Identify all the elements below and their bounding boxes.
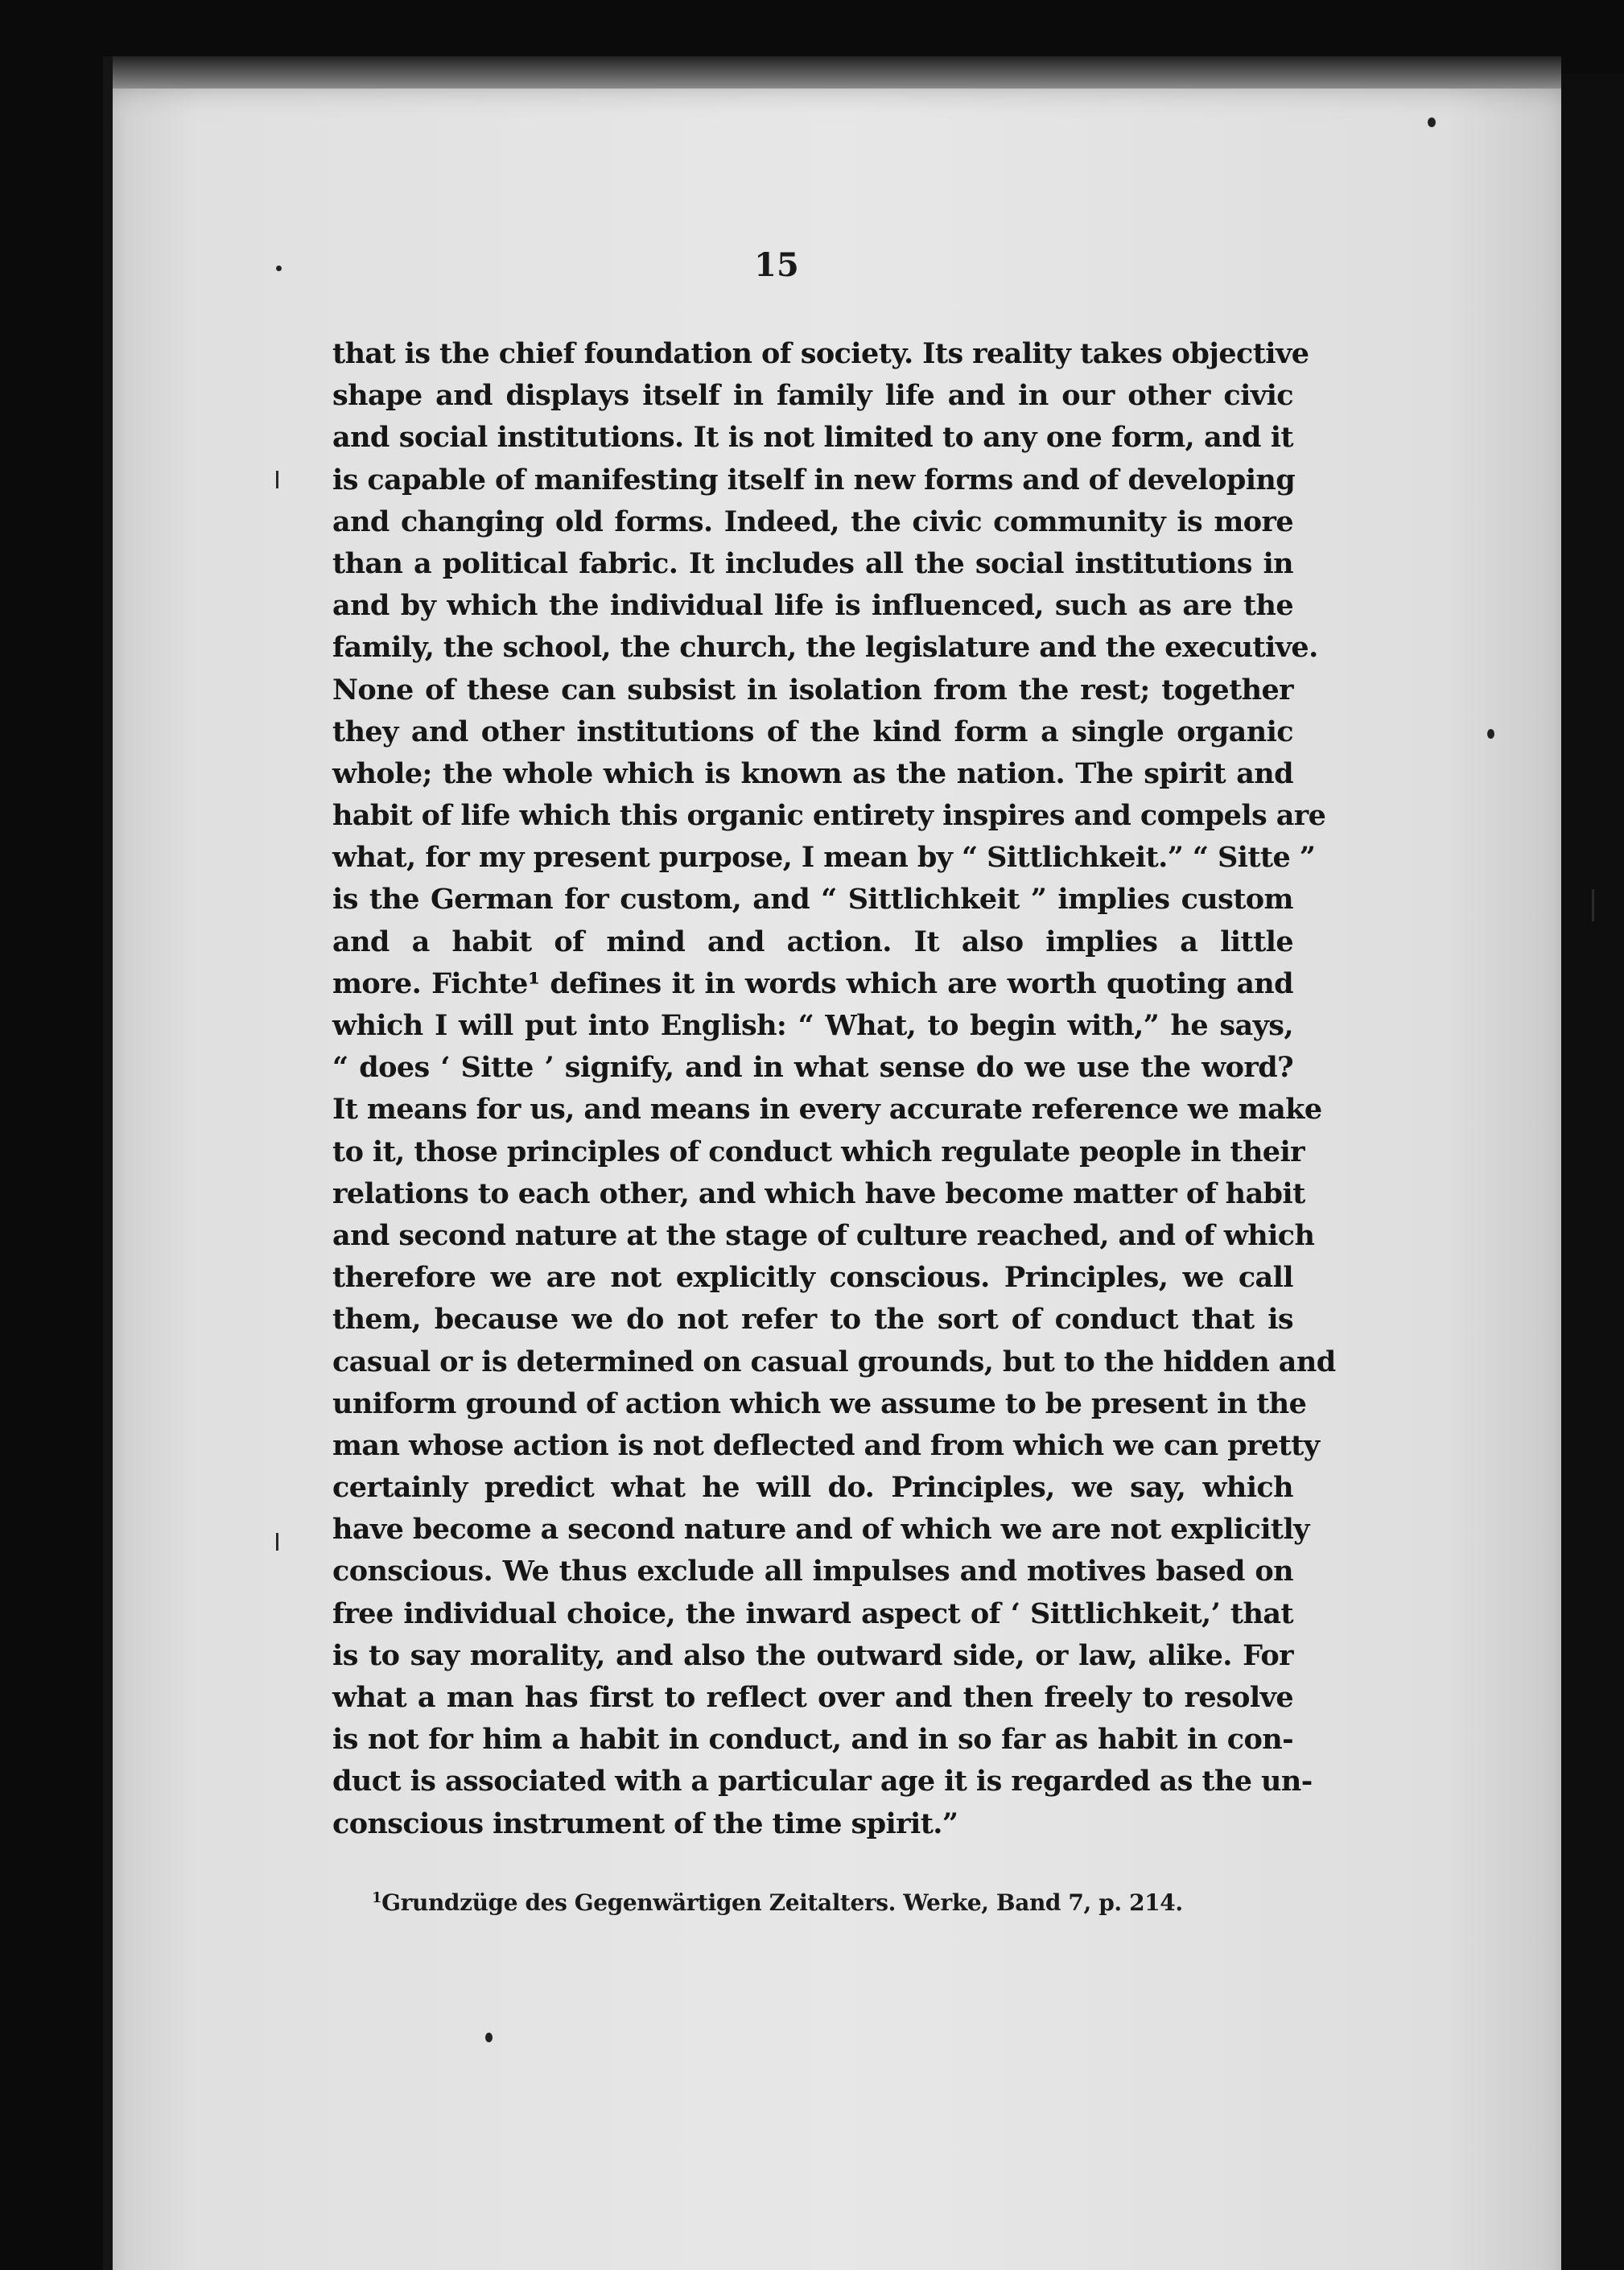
text-line: “ does ‘ Sitte ’ signify, and in what sense do we use the word? <box>332 1051 1293 1085</box>
footnote-marker: 1 <box>372 1889 382 1906</box>
text-line: them, because we do not refer to the sort of conduct that is <box>332 1303 1293 1337</box>
text-line: and second nature at the stage of culture reached, and of which <box>332 1218 1315 1252</box>
text-line: that is the chief foundation of society. Its reality takes objective <box>332 337 1309 370</box>
text-line: duct is associated with a particular age it is regarded as the un- <box>332 1765 1313 1798</box>
text-line: what a man has first to reflect over and then freely to resolve <box>332 1681 1293 1714</box>
page-top-shadow <box>113 56 1561 89</box>
text-line: whole; the whole which is known as the nation. The spirit and <box>332 756 1293 790</box>
text-line: uniform ground of action which we assume to be present in the <box>332 1386 1307 1420</box>
dust-speck <box>1428 117 1436 127</box>
text-line: conscious instrument of the time spirit.” <box>332 1807 958 1840</box>
text-line: and a habit of mind and action. It also implies a little <box>332 925 1293 958</box>
dust-speck <box>485 2033 493 2042</box>
text-line: casual or is determined on casual grounds, but to the hidden and <box>332 1345 1336 1378</box>
footnote <box>372 1889 1273 1916</box>
text-line: habit of life which this organic entirety inspires and compels are <box>332 799 1326 833</box>
text-line: conscious. We thus exclude all impulses and motives based on <box>332 1555 1293 1588</box>
text-line: which I will put into English: “ What, to begin with,” he says, <box>332 1009 1293 1042</box>
dust-speck <box>276 266 282 271</box>
text-line: and social institutions. It is not limited to any one form, and it <box>332 421 1293 455</box>
text-line: is the German for custom, and “ Sittlichkeit ” implies custom <box>332 883 1293 917</box>
text-line: than a political fabric. It includes all the social institutions in <box>332 546 1293 580</box>
scan-right-border <box>1561 74 1624 2270</box>
margin-mark <box>1592 889 1594 921</box>
text-line: therefore we are not explicitly conscious. Principles, we call <box>332 1261 1293 1295</box>
text-line: None of these can subsist in isolation from the rest; together <box>332 673 1293 707</box>
page-number: 15 <box>754 246 799 284</box>
text-line: and by which the individual life is influenced, such as are the <box>332 589 1293 623</box>
text-line: is to say morality, and also the outward side, or law, alike. For <box>332 1638 1293 1672</box>
text-line: is not for him a habit in conduct, and in so far as habit in con- <box>332 1723 1293 1757</box>
margin-mark <box>276 471 278 488</box>
footnote-text: Grundzüge des Gegenwärtigen Zeitalters. Werke, Band 7, p. 214. <box>381 1889 1183 1916</box>
text-line: more. Fichte¹ defines it in words which are worth quoting and <box>332 966 1293 1000</box>
text-line: to it, those principles of conduct which regulate people in their <box>332 1135 1305 1168</box>
text-line: shape and displays itself in family life and in our other civic <box>332 379 1293 413</box>
text-line: family, the school, the church, the legislature and the executive. <box>332 631 1318 665</box>
text-line: free individual choice, the inward aspect of ‘ Sittlichkeit,’ that <box>332 1596 1293 1630</box>
text-line: man whose action is not deflected and from which we can pretty <box>332 1428 1320 1462</box>
dust-speck <box>1487 729 1494 739</box>
body-text <box>332 333 1336 1845</box>
text-line: certainly predict what he will do. Principles, we say, which <box>332 1471 1293 1505</box>
text-line: and changing old forms. Indeed, the civic community is more <box>332 505 1293 538</box>
text-line: It means for us, and means in every accurate reference we make <box>332 1093 1322 1127</box>
text-line: what, for my present purpose, I mean by “ Sittlichkeit.” “ Sitte ” <box>332 841 1316 875</box>
text-line: relations to each other, and which have become matter of habit <box>332 1176 1305 1210</box>
text-line: have become a second nature and of which we are not explicitly <box>332 1513 1309 1547</box>
margin-mark <box>276 1533 278 1551</box>
text-line: is capable of manifesting itself in new forms and of developing <box>332 463 1296 496</box>
text-line: they and other institutions of the kind form a single organic <box>332 715 1293 748</box>
